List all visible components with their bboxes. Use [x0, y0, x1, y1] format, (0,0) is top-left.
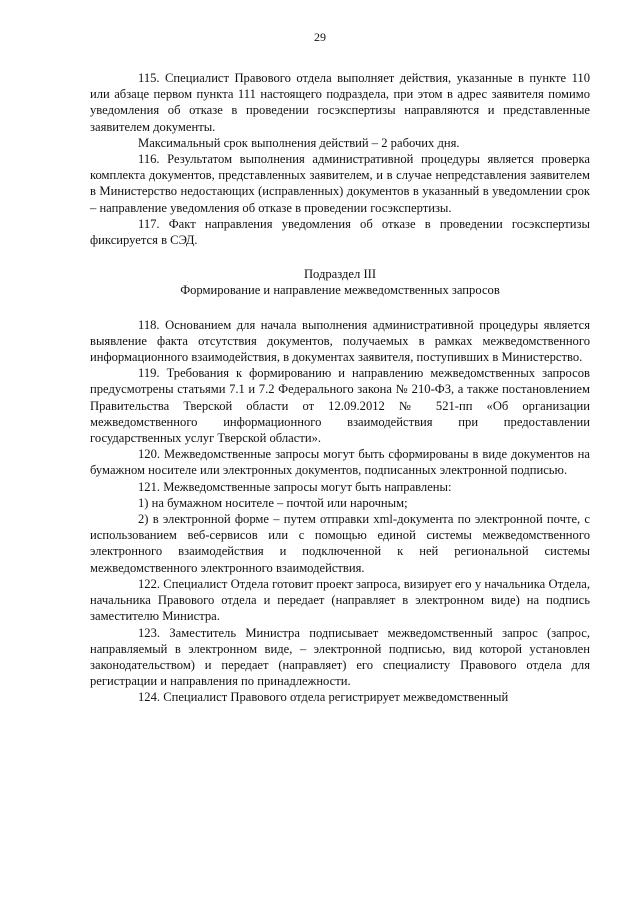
paragraph-119: 119. Требования к формированию и направлению межведомственных запросов предусмотрены статьями 7.1 и 7.2 Федерального закона № 210-ФЗ, а также постановлением Правительства Тверской области от 12.09.2012 № 521-пп «Об организации межведомственного информационного взаимодействия при предоставлении государственных услуг Тверской области».	[90, 366, 590, 446]
paragraph-115: 115. Специалист Правового отдела выполняет действия, указанные в пункте 110 или абзаце первом пункта 111 настоящего подраздела, при этом в адрес заявителя помимо уведомления об отказе в проведении госэкспертизы направляются и представленные заявителем документы.	[90, 71, 590, 134]
subsection-title: Подраздел III	[303, 267, 377, 282]
paragraph-122: 122. Специалист Отдела готовит проект запроса, визирует его у начальника Отдела, начальника Правового отдела и передает (направляет в электронном виде) на подпись заместителю Министра.	[90, 576, 590, 624]
paragraph-118: 118. Основанием для начала выполнения административной процедуры является выявление факта отсутствия документов, получаемых в рамках межведомственного информационного взаимодействия, в документах заявителя, поступивших в Министерство.	[90, 317, 590, 365]
subsection-heading	[90, 266, 590, 298]
paragraph-max-term: Максимальный срок выполнения действий – 2 рабочих дня.	[138, 135, 460, 150]
paragraph-121: 121. Межведомственные запросы могут быть направлены:	[138, 479, 452, 494]
paragraph-116: 116. Результатом выполнения административной процедуры является проверка комплекта документов, представленных заявителем, и в случае непредставления заявителем в Министерство недостающих (исправленных) документов в указанный в уведомлении срок – направление уведомления об отказе в проведении госэкспертизы.	[90, 152, 590, 215]
list-item-electronic: 2) в электронной форме – путем отправки xml-документа по электронной почте, с использованием веб-сервисов или с помощью единой системы межведомственного электронного взаимодействия и подключенной к ней региональной системы межведомственного электронного взаимодействия.	[90, 512, 590, 575]
paragraph-117: 117. Факт направления уведомления об отказе в проведении госэкспертизы фиксируется в СЭД.	[90, 216, 590, 248]
paragraph-124: 124. Специалист Правового отдела регистрирует межведомственный	[138, 690, 509, 705]
list-item-paper: 1) на бумажном носителе – почтой или нарочным;	[138, 495, 408, 510]
page-number: 29	[314, 30, 326, 44]
subsection-subtitle: Формирование и направление межведомственных запросов	[180, 283, 500, 298]
paragraph-123: 123. Заместитель Министра подписывает межведомственный запрос (запрос, направляемый в электронном виде, – электронной подписью, вид которой установлен законодательством) и передает (направляет) его специалисту Правового отдела для регистрации и направления по принадлежности.	[90, 625, 590, 689]
paragraph-120: 120. Межведомственные запросы могут быть сформированы в виде документов на бумажном носителе или электронных документов, подписанных электронной подписью.	[90, 447, 590, 478]
document-body	[90, 70, 590, 706]
